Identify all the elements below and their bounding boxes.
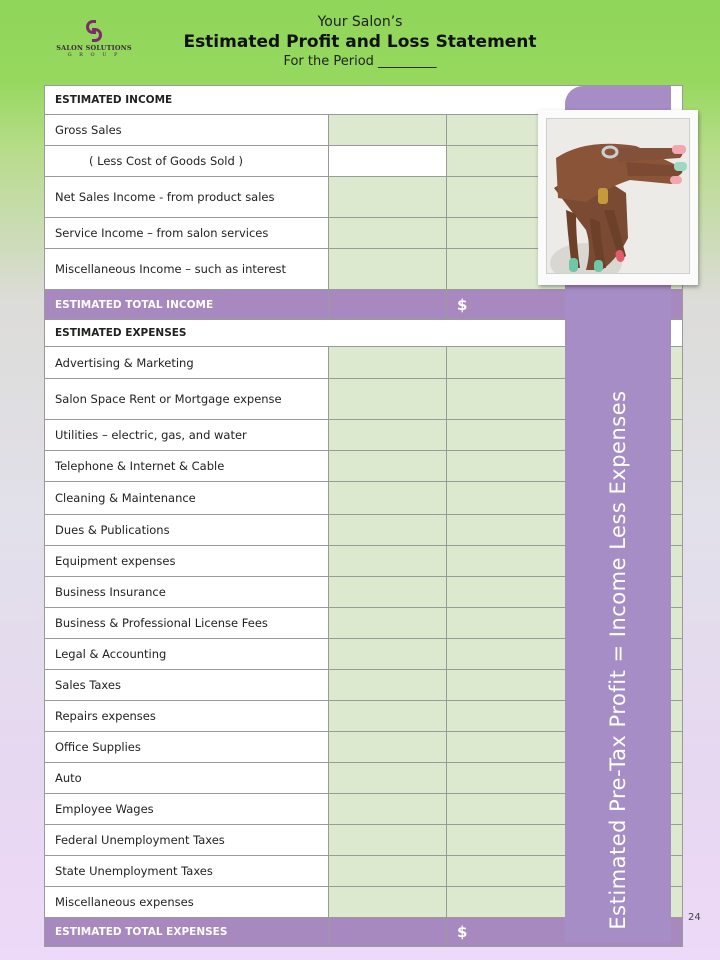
amount-cell[interactable]	[329, 177, 447, 218]
row-label: Cleaning & Maintenance	[45, 482, 329, 515]
amount-cell[interactable]	[329, 825, 447, 856]
amount-cell[interactable]	[329, 856, 447, 887]
title-block	[150, 14, 570, 69]
amount-cell[interactable]	[329, 249, 447, 290]
logo-group: G R O U P	[67, 52, 121, 58]
row-label: Business Insurance	[45, 577, 329, 608]
income-total-spacer	[329, 290, 447, 320]
row-label: Dues & Publications	[45, 515, 329, 546]
expenses-total-value[interactable]: $	[447, 918, 683, 947]
amount-cell[interactable]	[329, 347, 447, 379]
amount-cell[interactable]	[329, 218, 447, 249]
expenses-total-label: ESTIMATED TOTAL EXPENSES	[45, 918, 329, 947]
amount-cell[interactable]	[329, 546, 447, 577]
logo-s-icon	[84, 20, 104, 42]
row-label: State Unemployment Taxes	[45, 856, 329, 887]
amount-cell[interactable]	[329, 451, 447, 482]
amount-cell[interactable]	[329, 670, 447, 701]
amount-cell[interactable]	[329, 639, 447, 670]
amount-cell[interactable]	[329, 146, 447, 177]
row-label: Miscellaneous expenses	[45, 887, 329, 918]
expenses-section-label: ESTIMATED EXPENSES	[45, 320, 683, 347]
amount-cell[interactable]	[329, 577, 447, 608]
logo-name: SALON SOLUTIONS	[56, 44, 132, 52]
income-total-label: ESTIMATED TOTAL INCOME	[45, 290, 329, 320]
row-label: Service Income – from salon services	[45, 218, 329, 249]
row-label: Federal Unemployment Taxes	[45, 825, 329, 856]
row-label: Business & Professional License Fees	[45, 608, 329, 639]
page-header	[0, 0, 720, 86]
row-label: Employee Wages	[45, 794, 329, 825]
row-label: Equipment expenses	[45, 546, 329, 577]
row-label: Repairs expenses	[45, 701, 329, 732]
photo-frame	[538, 110, 698, 285]
row-label: Utilities – electric, gas, and water	[45, 420, 329, 451]
period-line: For the Period _________	[283, 54, 437, 69]
amount-cell[interactable]	[329, 515, 447, 546]
row-label: Miscellaneous Income – such as interest	[45, 249, 329, 290]
page-title: Estimated Profit and Loss Statement	[183, 32, 537, 52]
salon-solutions-logo	[56, 20, 132, 68]
amount-cell[interactable]	[329, 701, 447, 732]
amount-cell[interactable]	[329, 608, 447, 639]
amount-cell[interactable]	[329, 420, 447, 451]
amount-cell[interactable]	[329, 482, 447, 515]
row-label: Salon Space Rent or Mortgage expense	[45, 379, 329, 420]
profit-formula: Estimated Pre-Tax Profit = Income Less Expenses	[606, 390, 630, 930]
amount-cell[interactable]	[329, 379, 447, 420]
income-section-label: ESTIMATED INCOME	[45, 86, 683, 115]
income-total-value[interactable]: $	[447, 290, 683, 320]
row-label: Net Sales Income - from product sales	[45, 177, 329, 218]
row-label: Gross Sales	[45, 115, 329, 146]
row-label: Telephone & Internet & Cable	[45, 451, 329, 482]
row-label: ( Less Cost of Goods Sold )	[45, 146, 329, 177]
row-label: Office Supplies	[45, 732, 329, 763]
manicured-hands-photo	[546, 118, 690, 274]
row-label: Sales Taxes	[45, 670, 329, 701]
expenses-total-spacer	[329, 918, 447, 947]
row-label: Legal & Accounting	[45, 639, 329, 670]
amount-cell[interactable]	[329, 732, 447, 763]
amount-cell[interactable]	[329, 115, 447, 146]
row-label: Auto	[45, 763, 329, 794]
page-subtitle: Your Salon’s	[317, 14, 403, 30]
amount-cell[interactable]	[329, 763, 447, 794]
page-number: 24	[688, 912, 701, 923]
row-label: Advertising & Marketing	[45, 347, 329, 379]
amount-cell[interactable]	[329, 887, 447, 918]
amount-cell[interactable]	[329, 794, 447, 825]
